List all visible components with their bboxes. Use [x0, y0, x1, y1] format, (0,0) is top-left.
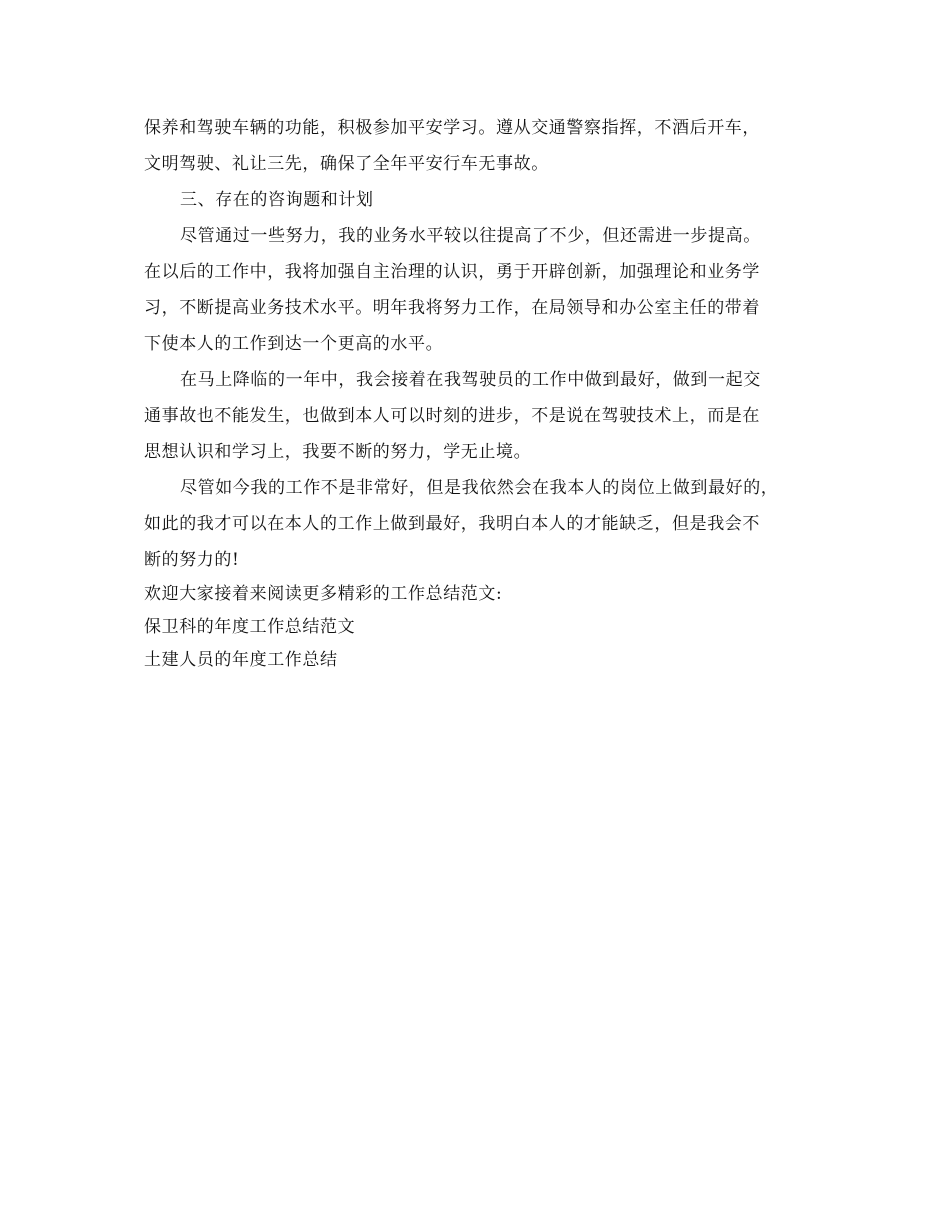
text-line: 习，不断提高业务技术水平。明年我将努力工作，在局领导和办公室主任的带着 [144, 298, 760, 318]
text-line: 保养和驾驶车辆的功能，积极参加平安学习。遵从交通警察指挥，不酒后开车， [144, 118, 760, 138]
text-line: 在马上降临的一年中，我会接着在我驾驶员的工作中做到最好，做到一起交 [180, 370, 761, 390]
paragraph-next-year [144, 362, 806, 470]
text-line: 如此的我才可以在本人的工作上做到最好，我明白本人的才能缺乏，但是我会不 [144, 514, 760, 534]
related-link-item [144, 644, 806, 677]
paragraph-improvement [144, 218, 806, 362]
related-link[interactable]: 保卫科的年度工作总结范文 [144, 617, 356, 637]
text-line: 尽管通过一些努力，我的业务水平较以往提高了不少，但还需进一步提高。 [180, 226, 761, 246]
text-line: 通事故也不能发生，也做到本人可以时刻的进步，不是说在驾驶技术上，而是在 [144, 406, 760, 426]
text-line: 思想认识和学习上，我要不断的努力，学无止境。 [144, 442, 532, 462]
related-intro: 欢迎大家接着来阅读更多精彩的工作总结范文: [144, 584, 503, 604]
text-line: 断的努力的! [144, 550, 240, 570]
related-articles [144, 578, 806, 677]
paragraph-conclusion [144, 470, 806, 578]
text-line: 尽管如今我的工作不是非常好，但是我依然会在我本人的岗位上做到最好的， [180, 478, 779, 498]
related-link[interactable]: 土建人员的年度工作总结 [144, 650, 338, 670]
text-line: 下使本人的工作到达一个更高的水平。 [144, 334, 444, 354]
section-heading: 三、存在的咨询题和计划 [180, 190, 374, 210]
text-line: 在以后的工作中，我将加强自主治理的认识，勇于开辟创新，加强理论和业务学 [144, 262, 760, 282]
text-line: 文明驾驶、礼让三先，确保了全年平安行车无事故。 [144, 154, 549, 174]
document-body [144, 110, 806, 677]
paragraph-continued [144, 110, 806, 182]
related-link-item [144, 611, 806, 644]
